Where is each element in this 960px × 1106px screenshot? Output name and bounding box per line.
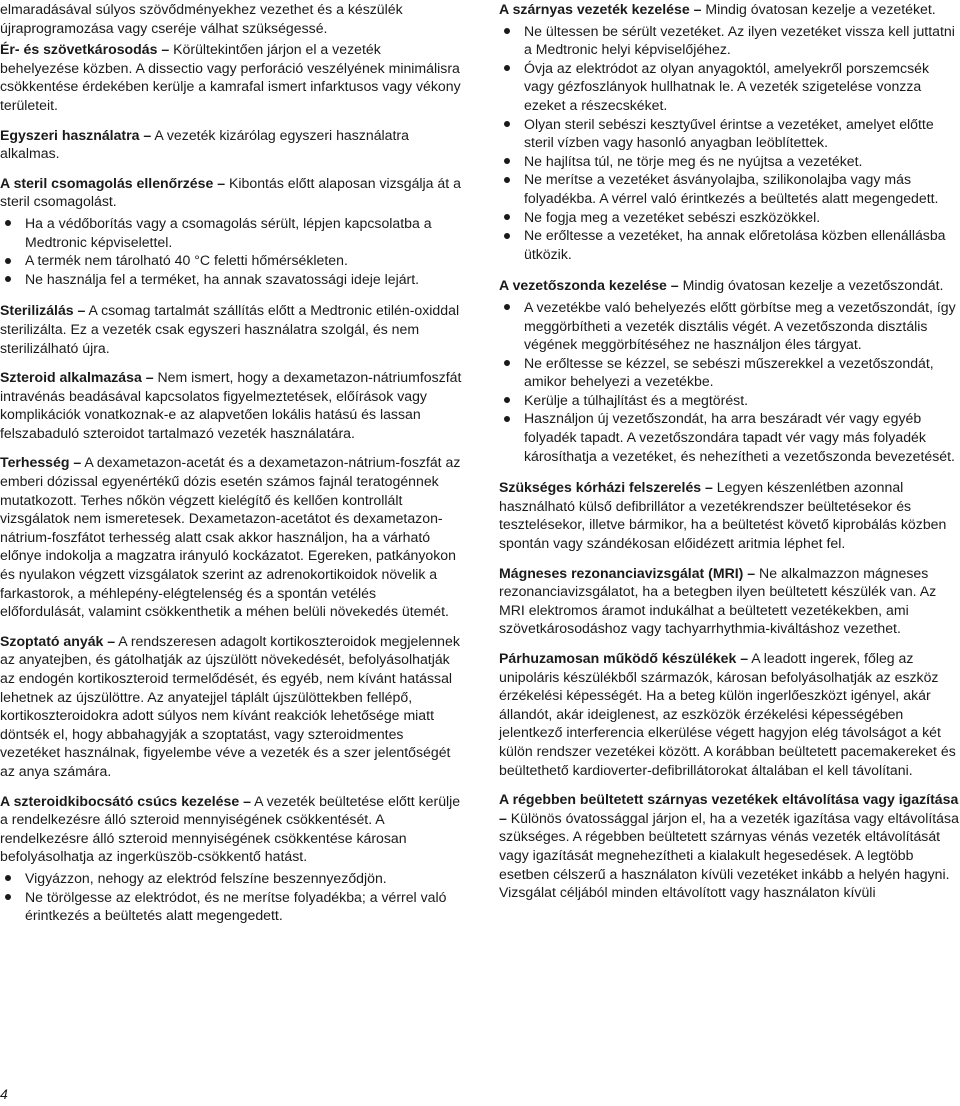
list-item: Ha a védőborítás vagy a csomagolás sérült, lépjen kapcsolatba a Medtronic képviselettel. — [0, 214, 462, 251]
list-item: A vezetékbe való behelyezés előtt görbítse meg a vezetőszondát, így meggörbítheti a vezeték disztális végét. A vezetőszonda disztális végének meggörbítéséhez ne használjon éles tárgyat. — [499, 298, 960, 354]
paragraph-steroid-tip — [0, 792, 462, 866]
list-item: Használjon új vezetőszondát, ha arra beszáradt vér vagy egyéb folyadék tapadt. A vezetőszondára tapadt vér vagy más folyadék károsíthatja a vezetéket, és nehezítheti a vezetőszonda bevezetését. — [499, 409, 960, 465]
paragraph-text: A rendszeresen adagolt kortikoszteroidok megjelennek az anyatejben, és gátolhatják az újszülött növekedését, befolyásolhatják az endogén kortikoszteroid termelődését, és egyéb, nem kívánt hatással lehetnek az újszülöttre. Az anyatejjel táplált újszülöttekben fellépő, kortikoszteroidokra adott súlyos nem kívánt reakciók lehetősége miatt döntsék el, hogy abbahagyják a szoptatást, vagy szteroidmentes vezetéket használnak, figyelembe véve a vezeték és a szer jelentőségét az anya számára. — [0, 632, 460, 779]
paragraph-lead-removal — [499, 790, 960, 902]
left-column — [0, 0, 462, 938]
paragraph-sterile-package — [0, 174, 462, 211]
paragraph-pregnancy — [0, 453, 462, 620]
list-item: Ne törölgesse az elektródot, és ne merítse folyadékba; a vérrel való érintkezés a beültetés alatt megengedett. — [0, 888, 462, 925]
paragraph-heading: Sterilizálás – — [0, 302, 86, 319]
paragraph-vessel-damage — [0, 40, 462, 114]
paragraph-text: A leadott ingerek, főleg az unipoláris készülékből származók, károsan befolyásolhatják az eszköz érzékelési képességét. Ha a beteg külön ingerlőeszközt igényel, akár állandót, akár ideiglenest, az eszközök érzékelési képességében jelentkező interferencia elkerülése végett hagyjon elég távolságot a két külön rendszer vezetékei között. A korábban beültetett pacemakereket és beültethető kardioverter-defibrillátorokat általában el kell távolítani. — [499, 650, 956, 778]
paragraph-single-use — [0, 126, 462, 163]
paragraph-steroid-use — [0, 368, 462, 442]
paragraph-hospital-equipment — [499, 478, 960, 552]
paragraph-text: A vezeték beültetése előtt kerülje a rendelkezésre álló szteroid mennyiségének csökkentését. A rendelkezésre álló szteroid mennyiségének csökkentése károsan befolyásolhatja az ingerküszöb-csökkentő hatást. — [0, 792, 461, 865]
paragraph-text: A vezeték kizárólag egyszeri használatra alkalmas. — [0, 126, 409, 162]
paragraph-heading: Szükséges kórházi felszerelés – — [499, 479, 713, 496]
paragraph-text: Körültekintően járjon el a vezeték behelyezése közben. A dissectio vagy perforáció veszélyének minimálisra csökkentése érdekében kerülje a kamrafal ismert infarktusos vagy vékony területeit. — [0, 41, 461, 113]
list-item: Ne használja fel a terméket, ha annak szavatossági ideje lejárt. — [0, 270, 462, 289]
paragraph-heading: Ér- és szövetkárosodás – — [0, 41, 170, 58]
paragraph-text: Mindig óvatosan kezelje a vezetőszondát. — [682, 277, 944, 294]
paragraph-text: Mindig óvatosan kezelje a vezetéket. — [705, 1, 936, 17]
bullet-list-stylet — [499, 298, 960, 465]
paragraph-text: Kibontás előtt alaposan vizsgálja át a steril csomagolást. — [0, 174, 461, 210]
paragraph-text: A csomag tartalmát szállítás előtt a Medtronic etilén-oxiddal sterilizálta. Ez a vezeték csak egyszeri használatra szolgál, és nem sterilizálható újra. — [0, 302, 460, 356]
bullet-list-sterile — [0, 214, 462, 288]
paragraph-text: Különös óvatossággal járjon el, ha a vezeték igazítása vagy eltávolítása szükséges. A régebben beültetett szárnyas vénás vezeték eltávolítását vagy igazítását megnehezítheti a kialakult hegesedések. A legtöbb esetben célszerű a használaton kívüli vezetéket inkább a helyén hagyni. Vizsgálat céljából minden eltávolított vagy használaton kívüli — [499, 809, 959, 901]
paragraph-text: Nem ismert, hogy a dexametazon-nátriumfoszfát intravénás beadásával kapcsolatos figyelmeztetések, előírások vagy komplikációk vonatkoznak-e az alapvetően lokális hatású és lassan felszabaduló szteroidot tartalmazó vezeték használatára. — [0, 369, 462, 441]
paragraph-text: elmaradásával súlyos szövődményekhez vezethet és a készülék újraprogramozása vagy cseréje válhat szükségessé. — [0, 1, 403, 36]
paragraph-heading: Mágneses rezonanciavizsgálat (MRI) – — [499, 564, 756, 581]
paragraph-continuation — [0, 0, 462, 37]
paragraph-heading: A szárnyas vezeték kezelése – — [499, 1, 702, 17]
paragraph-nursing-mothers — [0, 632, 462, 781]
paragraph-stylet-handling — [499, 276, 960, 295]
list-item: Ne ültessen be sérült vezetéket. Az ilyen vezetéket vissza kell juttatni a Medtronic helyi képviselőjéhez. — [499, 22, 960, 59]
list-item: Ne fogja meg a vezetéket sebészi eszközökkel. — [499, 208, 960, 227]
list-item: Óvja az elektródot az olyan anyagoktól, amelyekről porszemcsék vagy gézfoszlányok hullhatnak le. A vezeték szigetelése vonzza ezeket a részecskéket. — [499, 59, 960, 115]
list-item: Kerülje a túlhajlítást és a megtörést. — [499, 391, 960, 410]
paragraph-heading: Szteroid alkalmazása – — [0, 369, 154, 386]
paragraph-heading: Szoptató anyák – — [0, 632, 116, 649]
page-number: 4 — [0, 1086, 8, 1102]
list-item: Ne erőltesse a vezetéket, ha annak előretolása közben ellenállásba ütközik. — [499, 226, 960, 263]
paragraph-text: Ne alkalmazzon mágneses rezonanciavizsgálatot, ha a betegben ilyen beültetett készülék van. Az MRI elektromos áramot indukálhat a beültetett vezetékekben, ami szövetkárosodáshoz vagy tachyarrhythmia-kiváltáshoz vezethet. — [499, 564, 937, 637]
paragraph-text: A dexametazon-acetát és a dexametazon-nátrium-foszfát az emberi dózissal egyenértékű dózis esetén számos fajnál teratogénnek mutatkozott. Terhes nőkön végzett kielégítő és kellően kontrollált vizsgálatok nem ismeretesek. Dexametazon-acetátot és dexametazon-nátrium-foszfátot terhesség alatt csak akkor használjon, ha a várható előnye indokolja a magzatra irányuló kockázatot. Egereken, patkányokon és nyulakon végzett vizsgálatok szerint az adrenokortikoidok növelik a farkastorok, a méhlepény-elégtelenség és a spontán vetélés előfordulását, valamint csökkenthetik a méhen belüli növekedés ütemét. — [0, 454, 461, 620]
bullet-list-lead-handling — [499, 22, 960, 264]
list-item: A termék nem tárolható 40 °C feletti hőmérsékleten. — [0, 251, 462, 270]
paragraph-heading: Terhesség – — [0, 454, 82, 471]
paragraph-concurrent-devices — [499, 649, 960, 779]
list-item: Olyan steril sebészi kesztyűvel érintse a vezetéket, amelyet előtte steril vízben vagy hasonló anyagban leöblítettek. — [499, 115, 960, 152]
list-item: Vigyázzon, nehogy az elektród felszíne beszennyeződjön. — [0, 869, 462, 888]
paragraph-heading: A régebben beültetett szárnyas vezetékek eltávolítása vagy igazítása – — [499, 791, 959, 826]
list-item: Ne merítse a vezetéket ásványolajba, szilikonolajba vagy más folyadékba. A vérrel való érintkezés a beültetés alatt megengedett. — [499, 170, 960, 207]
paragraph-heading: A steril csomagolás ellenőrzése – — [0, 174, 226, 191]
right-column — [499, 0, 960, 913]
bullet-list-steroid-tip — [0, 869, 462, 925]
paragraph-sterilization — [0, 301, 462, 357]
paragraph-winged-lead-handling — [499, 0, 960, 19]
paragraph-heading: Egyszeri használatra – — [0, 126, 152, 143]
list-item: Ne hajlítsa túl, ne törje meg és ne nyújtsa a vezetéket. — [499, 152, 960, 171]
paragraph-heading: Párhuzamosan működő készülékek – — [499, 650, 749, 666]
paragraph-mri — [499, 564, 960, 638]
paragraph-heading: A vezetőszonda kezelése – — [499, 277, 679, 294]
paragraph-heading: A szteroidkibocsátó csúcs kezelése – — [0, 792, 251, 809]
list-item: Ne erőltesse se kézzel, se sebészi műszerekkel a vezetőszondát, amikor behelyezi a vezetékbe. — [499, 354, 960, 391]
paragraph-text: Legyen készenlétben azonnal használható külső defibrillátor a vezetékrendszer beültetésekor és tesztelésekor, illetve bármikor, ha a beültetést követő kiprobálás közben spontán vagy szándékosan előidézett aritmia léphet fel. — [499, 479, 947, 552]
